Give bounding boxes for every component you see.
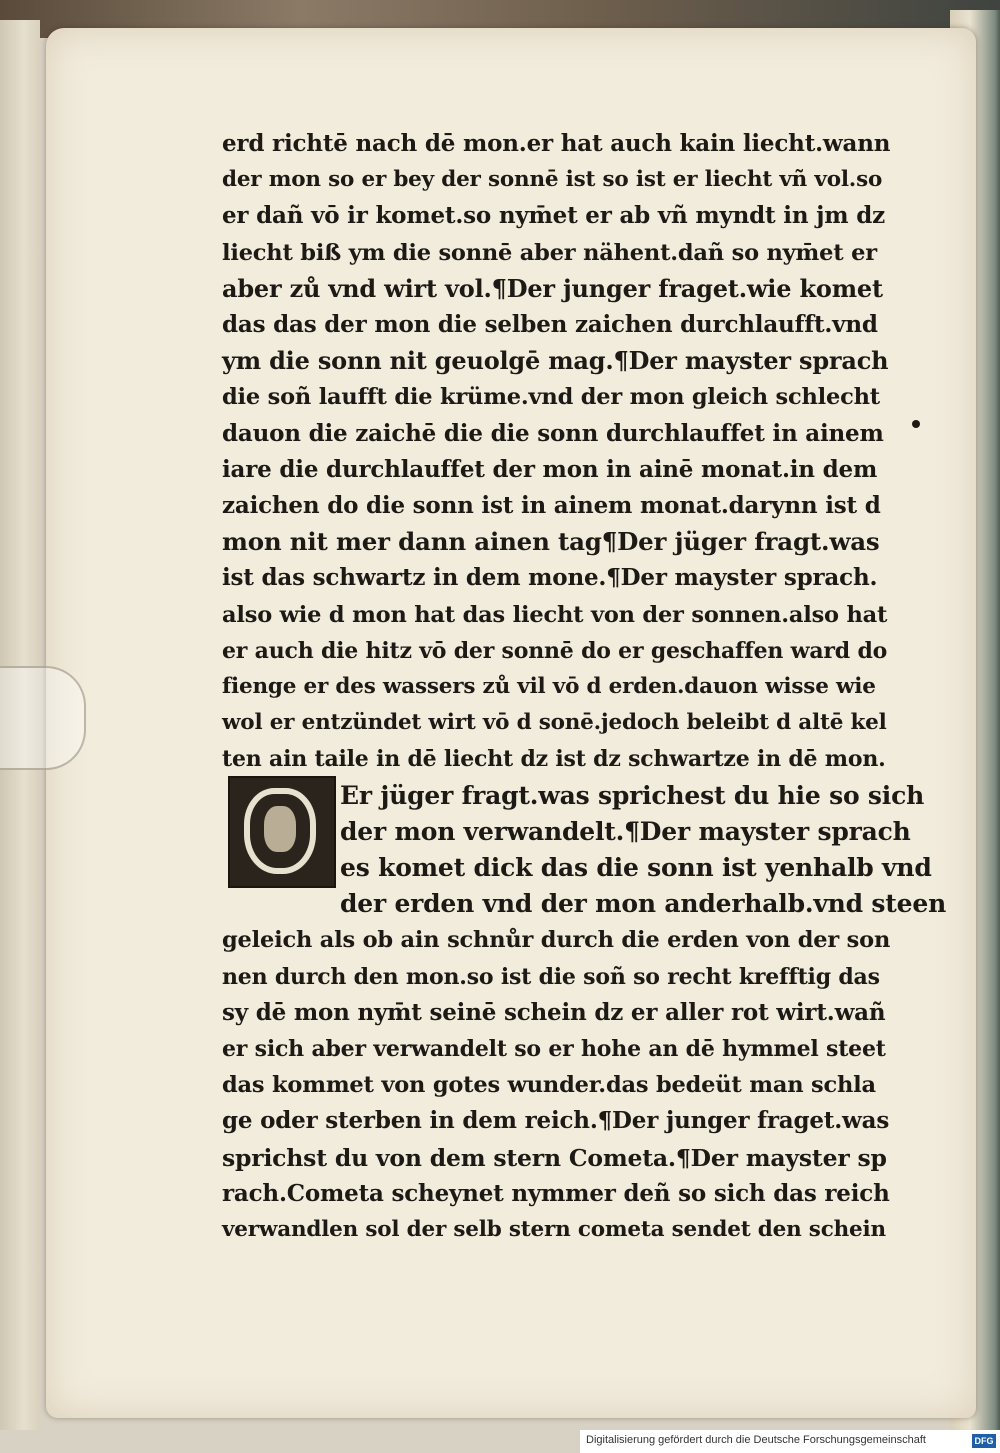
footer-bar [580,1430,1000,1453]
text-line: fienge er des wassers zů vil vō d erden.dauon wisse wie [222,674,876,699]
text-line: dauon die zaichē die die sonn durchlauffet in ainem [222,419,884,447]
text-line: der mon so er bey der sonnē ist so ist er liecht vñ vol.so [222,167,883,193]
text-line: die soñ laufft die krüme.vnd der mon gleich schlecht [222,384,880,411]
text-line: sprichst du von dem stern Cometa.¶Der mayster sp [222,1143,887,1172]
text-line: also wie d mon hat das liecht von der sonnen.also hat [222,601,888,628]
text-line: ym die sonn nit geuolgē mag.¶Der mayster sprach [222,346,889,376]
dfg-logo-icon: DFG [972,1434,996,1448]
text-line: das das der mon die selben zaichen durchlaufft.vnd [222,311,878,338]
text-line: er dañ vō ir komet.so nym̄et er ab vñ myndt in jm dz [222,202,885,230]
text-line: Er jüger fragt.was sprichest du hie so sich [340,780,925,810]
text-line: erd richtē nach dē mon.er hat auch kain liecht.wann [222,130,891,157]
text-line: der mon verwandelt.¶Der mayster sprach [340,816,911,846]
text-line: ist das schwartz in dem mone.¶Der mayster sprach. [222,564,878,592]
text-line: liecht biß ym die sonnē aber nähent.dañ so nym̄et er [222,239,877,266]
text-line: rach.Cometa scheynet nymmer deñ so sich das reich [222,1179,890,1207]
text-line: ge oder sterben in dem reich.¶Der junger fraget.was [222,1107,890,1135]
text-line: ten ain taile in dē liecht dz ist dz schwartze in dē mon. [222,746,886,773]
text-line: verwandlen sol der selb stern cometa sendet den schein [222,1217,886,1242]
text-line: aber zů vnd wirt vol.¶Der junger fraget.wie komet [222,273,883,303]
initial-ornament [264,806,296,852]
text-line: es komet dick das die sonn ist yenhalb vnd [340,853,932,882]
text-line: iare die durchlauffet der mon in ainē monat.in dem [222,455,878,483]
text-line: mon nit mer dann ainen tag¶Der jüger fragt.was [222,527,880,557]
text-line: der erden vnd der mon anderhalb.vnd steen [340,889,947,919]
text-line: er sich aber verwandelt so er hohe an dē hymmel steet [222,1036,886,1062]
text-line: das kommet von gotes wunder.das bedeüt man schla [222,1072,876,1099]
margin-dot [912,420,920,428]
footer-credit: Digitalisierung gefördert durch die Deutsche Forschungsgemeinschaft [586,1434,926,1446]
text-line: zaichen do die sonn ist in ainem monat.darynn ist d [222,492,881,519]
text-line: geleich als ob ain schnůr durch die erden von der son [222,927,891,954]
text-line: sy dē mon nym̄t seinē schein dz er aller rot wirt.wañ [222,998,886,1026]
page-clip-marker [0,666,86,770]
decorated-initial [228,776,336,888]
text-line: wol er entzündet wirt vō d sonē.jedoch beleibt d altē kel [222,710,887,736]
text-line: nen durch den mon.so ist die soñ so recht krefftig das [222,963,880,990]
text-line: er auch die hitz vō der sonnē do er geschaffen ward do [222,637,888,664]
